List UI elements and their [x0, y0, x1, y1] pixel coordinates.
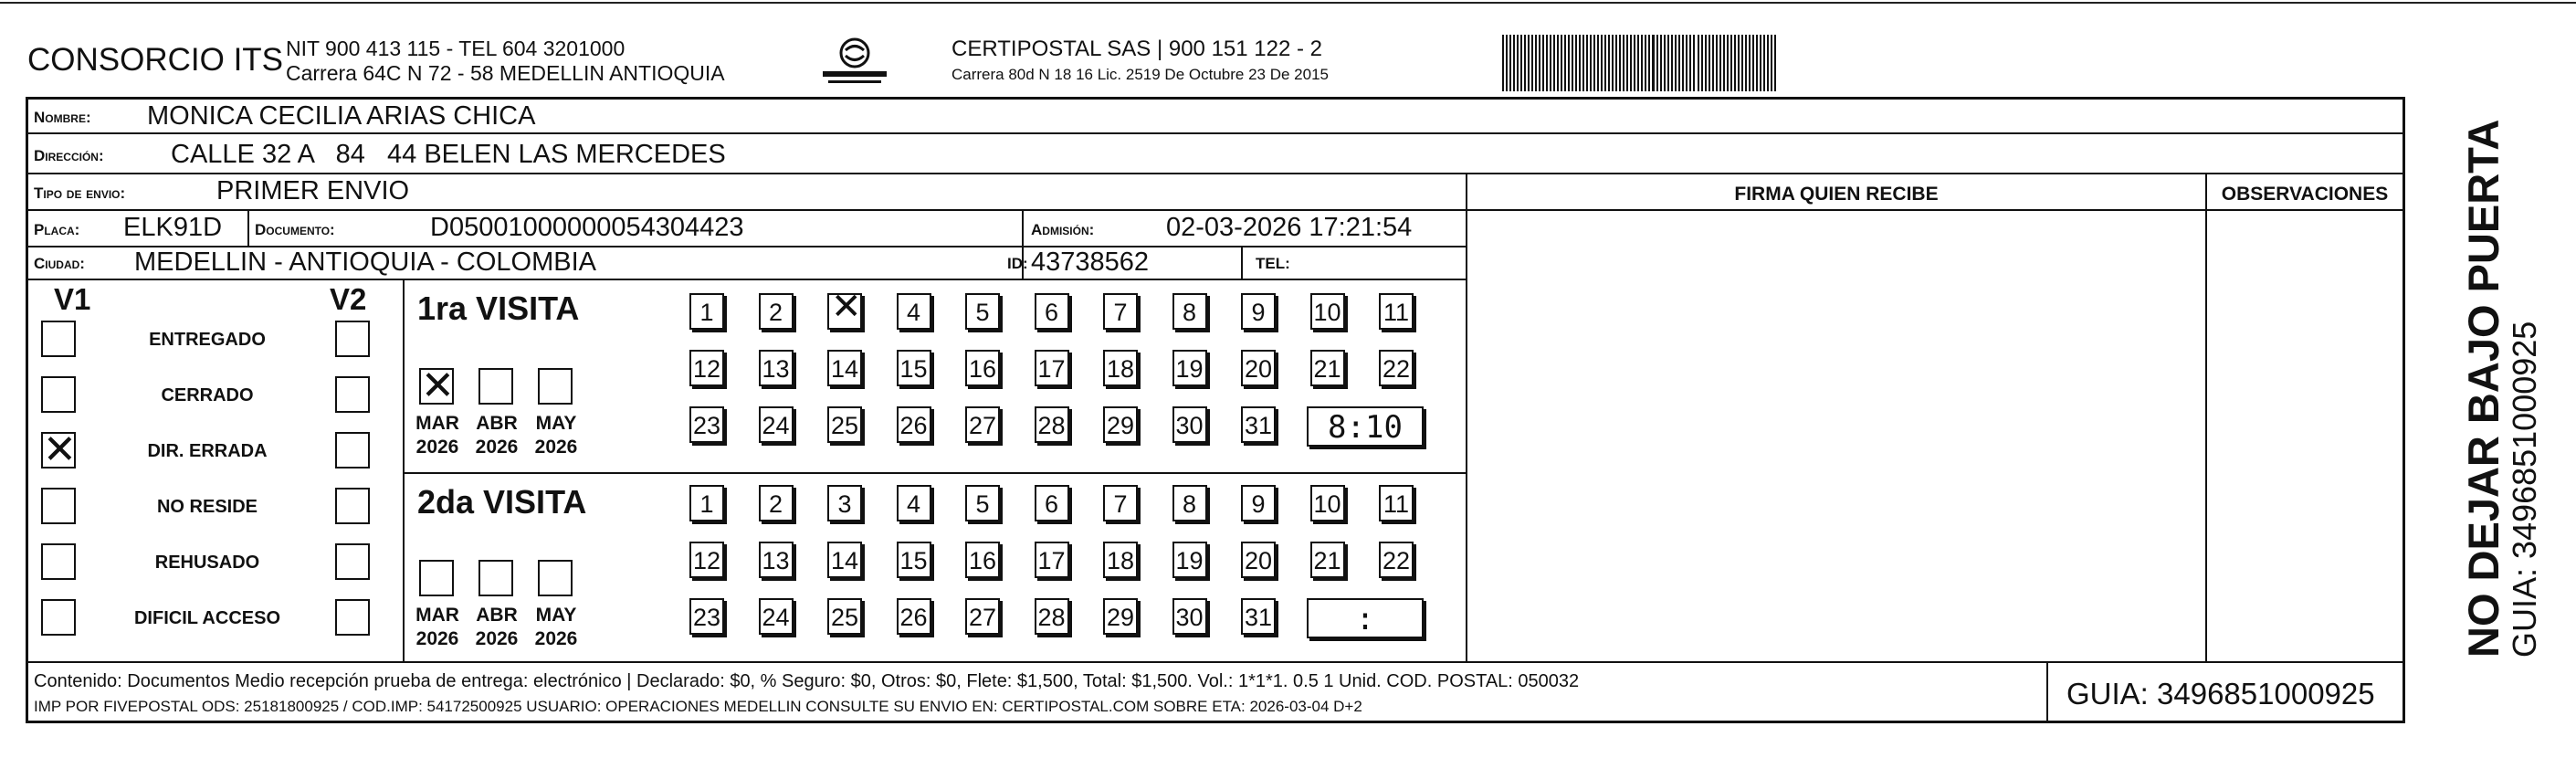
divider: [2205, 173, 2207, 661]
visit1-time-field[interactable]: 8:10: [1307, 406, 1424, 447]
check-mark-icon: ✕: [43, 426, 77, 473]
day-box-26[interactable]: 26: [897, 598, 931, 635]
v1-checkbox-0[interactable]: [41, 321, 76, 357]
day-box-30[interactable]: 30: [1172, 598, 1207, 635]
day-box-4[interactable]: 4: [897, 293, 931, 330]
id-label: ID:: [1007, 255, 1028, 272]
footer-details: [34, 669, 1579, 719]
day-box-3[interactable]: [827, 293, 862, 330]
month-year: 2026: [534, 437, 578, 458]
side-notice: [2461, 120, 2543, 658]
day-box-17[interactable]: 17: [1035, 542, 1069, 578]
month-name: MAR: [415, 413, 459, 434]
top-rule: [0, 2, 2576, 4]
day-box-13[interactable]: 13: [759, 542, 794, 578]
divider: [28, 209, 2403, 211]
day-box-29[interactable]: 29: [1103, 406, 1138, 443]
day-box-5[interactable]: 5: [965, 485, 1000, 521]
day-box-29[interactable]: 29: [1103, 598, 1138, 635]
divider: [28, 132, 2403, 134]
visit2-time-field[interactable]: :: [1307, 598, 1424, 638]
day-box-21[interactable]: 21: [1310, 542, 1345, 578]
month-label: [471, 412, 522, 459]
firma-header: FIRMA QUIEN RECIBE: [1734, 184, 1939, 205]
month-label: [471, 604, 522, 651]
day-box-21[interactable]: 21: [1310, 350, 1345, 386]
status-label: NO RESIDE: [156, 497, 258, 517]
divider: [403, 472, 1466, 474]
day-box-10[interactable]: 10: [1310, 293, 1345, 330]
day-box-23[interactable]: 23: [689, 598, 724, 635]
day-box-7[interactable]: 7: [1103, 485, 1138, 521]
month-year: 2026: [415, 437, 459, 458]
day-box-15[interactable]: 15: [897, 542, 931, 578]
status-label: REHUSADO: [154, 553, 260, 573]
month-year: 2026: [534, 628, 578, 649]
day-box-10[interactable]: 10: [1310, 485, 1345, 521]
v1-checkbox-2[interactable]: [41, 426, 77, 473]
day-box-14[interactable]: 14: [827, 542, 862, 578]
courier-info: [952, 37, 1329, 88]
divider: [2403, 100, 2404, 721]
ciudad-value: MEDELLIN - ANTIOQUIA - COLOMBIA: [134, 247, 596, 277]
day-box-19[interactable]: 19: [1172, 542, 1207, 578]
courier-line-2: Carrera 80d N 18 16 Lic. 2519 De Octubre 23 De 2015: [952, 66, 1329, 83]
divider: [1466, 173, 1467, 661]
day-box-30[interactable]: 30: [1172, 406, 1207, 443]
observaciones-header: OBSERVACIONES: [2221, 184, 2389, 205]
month-name: ABR: [476, 413, 518, 434]
month-name: ABR: [476, 605, 518, 626]
footer-guia: GUIA: 3496851000925: [2066, 677, 2375, 711]
v2-checkbox-4[interactable]: [335, 543, 370, 580]
day-box-18[interactable]: 18: [1103, 350, 1138, 386]
day-box-3[interactable]: 3: [827, 485, 862, 521]
month-year: 2026: [415, 628, 459, 649]
v1-header: V1: [54, 282, 91, 316]
id-value: 43738562: [1031, 247, 1150, 277]
month-year: 2026: [475, 437, 519, 458]
placa-label: Placa:: [34, 221, 80, 238]
admision-label: Admisión:: [1031, 221, 1095, 238]
month-label: [412, 604, 463, 651]
day-box-11[interactable]: 11: [1379, 293, 1414, 330]
divider: [28, 279, 1466, 280]
direccion-value: CALLE 32 A 84 44 BELEN LAS MERCEDES: [171, 140, 726, 169]
day-box-2[interactable]: 2: [759, 485, 794, 521]
day-box-22[interactable]: 22: [1379, 542, 1414, 578]
day-box-27[interactable]: 27: [965, 406, 1000, 443]
v2-header: V2: [330, 282, 367, 316]
day-box-2[interactable]: 2: [759, 293, 794, 330]
day-box-24[interactable]: 24: [759, 598, 794, 635]
shipment-form: [26, 97, 2405, 723]
address-line: Carrera 64C N 72 - 58 MEDELLIN ANTIOQUIA: [286, 61, 725, 85]
day-box-16[interactable]: 16: [965, 350, 1000, 386]
day-box-12[interactable]: 12: [689, 350, 724, 386]
day-box-5[interactable]: 5: [965, 293, 1000, 330]
nit-line: NIT 900 413 115 - TEL 604 3201000: [286, 37, 626, 60]
ciudad-label: Ciudad:: [34, 255, 85, 272]
day-box-25[interactable]: 25: [827, 406, 862, 443]
visit-1-title: 1ra VISITA: [417, 290, 580, 327]
day-box-7[interactable]: 7: [1103, 293, 1138, 330]
v2-checkbox-0[interactable]: [335, 321, 370, 357]
day-box-6[interactable]: 6: [1035, 485, 1069, 521]
day-box-28[interactable]: 28: [1035, 598, 1069, 635]
divider: [1241, 246, 1243, 279]
day-box-23[interactable]: 23: [689, 406, 724, 443]
day-box-14[interactable]: 14: [827, 350, 862, 386]
day-box-22[interactable]: 22: [1379, 350, 1414, 386]
month-label: [531, 604, 582, 651]
day-box-6[interactable]: 6: [1035, 293, 1069, 330]
day-box-1[interactable]: 1: [689, 485, 724, 521]
certipostal-logo-icon: [815, 35, 894, 89]
v2-checkbox-5[interactable]: [335, 599, 370, 636]
company-name: CONSORCIO ITS: [27, 42, 284, 78]
tipo-envio-label: Tipo de envio:: [34, 184, 126, 202]
barcode-icon: [1502, 35, 2224, 91]
divider: [403, 279, 405, 661]
v2-checkbox-3[interactable]: [335, 488, 370, 524]
visit1-month-checkbox-2[interactable]: [538, 368, 573, 405]
day-box-17[interactable]: 17: [1035, 350, 1069, 386]
month-year: 2026: [475, 628, 519, 649]
status-label: DIR. ERRADA: [147, 441, 268, 461]
visit-2-title: 2da VISITA: [417, 483, 587, 521]
day-box-16[interactable]: 16: [965, 542, 1000, 578]
day-box-15[interactable]: 15: [897, 350, 931, 386]
day-box-20[interactable]: 20: [1241, 350, 1276, 386]
day-box-12[interactable]: 12: [689, 542, 724, 578]
day-box-8[interactable]: 8: [1172, 293, 1207, 330]
v1-checkbox-5[interactable]: [41, 599, 76, 636]
status-label: ENTREGADO: [149, 330, 266, 350]
contenido-line: Contenido: Documentos Medio recepción prueba de entrega: electrónico | Declarado: $0, % Seguro: $0, Otros: $0, Flete: $1,500, Total: $1,500. Vol.: 1*1*1. 0.5 1 Unid. COD. POSTAL: 050032: [34, 671, 1580, 691]
nombre-label: Nombre:: [34, 109, 91, 126]
day-box-9[interactable]: 9: [1241, 485, 1276, 521]
status-label: DIFICIL ACCESO: [133, 608, 280, 628]
placa-value: ELK91D: [123, 213, 223, 242]
visit1-month-checkbox-0[interactable]: [419, 363, 455, 409]
day-box-28[interactable]: 28: [1035, 406, 1069, 443]
v2-checkbox-2[interactable]: [335, 432, 370, 468]
v1-checkbox-1[interactable]: [41, 376, 76, 413]
side-guia: GUIA: 3496851000925: [2506, 321, 2543, 658]
day-box-31[interactable]: 31: [1241, 598, 1276, 635]
day-box-1[interactable]: 1: [689, 293, 724, 330]
day-box-11[interactable]: 11: [1379, 485, 1414, 521]
company-info: [286, 37, 725, 86]
divider: [2046, 661, 2048, 721]
v1-checkbox-3[interactable]: [41, 488, 76, 524]
direccion-label: Dirección:: [34, 147, 104, 164]
v2-checkbox-1[interactable]: [335, 376, 370, 413]
status-label: CERRADO: [161, 385, 254, 405]
day-box-9[interactable]: 9: [1241, 293, 1276, 330]
day-box-31[interactable]: 31: [1241, 406, 1276, 443]
courier-line-1: CERTIPOSTAL SAS | 900 151 122 - 2: [952, 37, 1322, 61]
month-name: MAY: [535, 605, 577, 626]
month-label: [531, 412, 582, 459]
visit2-month-checkbox-1[interactable]: [478, 560, 513, 596]
day-box-19[interactable]: 19: [1172, 350, 1207, 386]
check-mark-icon: ✕: [421, 363, 455, 409]
visit1-month-checkbox-1[interactable]: [478, 368, 513, 405]
visit2-month-checkbox-0[interactable]: [419, 560, 454, 596]
day-box-13[interactable]: 13: [759, 350, 794, 386]
day-box-8[interactable]: 8: [1172, 485, 1207, 521]
day-box-24[interactable]: 24: [759, 406, 794, 443]
no-dejar-warning: NO DEJAR BAJO PUERTA: [2459, 119, 2508, 658]
day-box-25[interactable]: 25: [827, 598, 862, 635]
day-box-20[interactable]: 20: [1241, 542, 1276, 578]
month-name: MAR: [415, 605, 459, 626]
imp-line: IMP POR FIVEPOSTAL ODS: 25181800925 / COD.IMP: 54172500925 USUARIO: OPERACIONES MEDELLIN CONSULTE SU ENVIO EN: CERTIPOSTAL.COM SOBRE ETA: 2026-03-04 D+2: [34, 698, 1362, 715]
month-label: [412, 412, 463, 459]
nombre-value: MONICA CECILIA ARIAS CHICA: [147, 101, 536, 131]
divider: [28, 173, 2403, 174]
admision-value: 02-03-2026 17:21:54: [1166, 213, 1413, 242]
documento-value: D05001000000054304423: [430, 213, 744, 242]
documento-label: Documento:: [255, 221, 335, 238]
visit2-month-checkbox-2[interactable]: [538, 560, 573, 596]
month-name: MAY: [535, 413, 577, 434]
day-box-18[interactable]: 18: [1103, 542, 1138, 578]
tipo-envio-value: PRIMER ENVIO: [216, 176, 410, 205]
v1-checkbox-4[interactable]: [41, 543, 76, 580]
tel-label: TEL:: [1256, 255, 1290, 272]
day-box-4[interactable]: 4: [897, 485, 931, 521]
day-box-26[interactable]: 26: [897, 406, 931, 443]
day-box-27[interactable]: 27: [965, 598, 1000, 635]
divider: [247, 209, 249, 246]
